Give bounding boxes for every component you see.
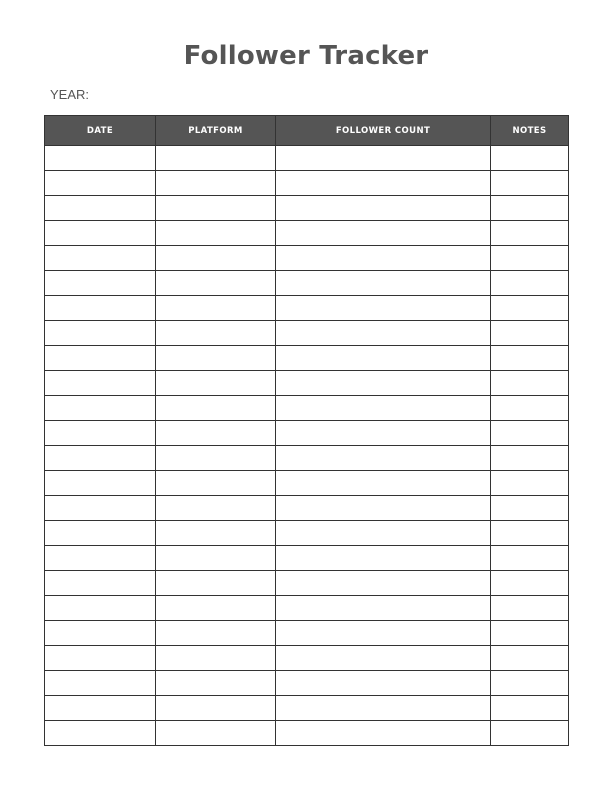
- date-cell[interactable]: [45, 646, 156, 671]
- platform-cell[interactable]: [156, 321, 276, 346]
- notes-cell[interactable]: [491, 146, 569, 171]
- follower-count-cell[interactable]: [276, 546, 491, 571]
- platform-cell[interactable]: [156, 246, 276, 271]
- date-cell[interactable]: [45, 346, 156, 371]
- date-cell[interactable]: [45, 696, 156, 721]
- platform-cell[interactable]: [156, 546, 276, 571]
- platform-cell[interactable]: [156, 596, 276, 621]
- follower-count-cell[interactable]: [276, 496, 491, 521]
- platform-cell[interactable]: [156, 471, 276, 496]
- notes-cell[interactable]: [491, 696, 569, 721]
- notes-cell[interactable]: [491, 546, 569, 571]
- follower-count-cell[interactable]: [276, 621, 491, 646]
- platform-cell[interactable]: [156, 371, 276, 396]
- date-cell[interactable]: [45, 721, 156, 746]
- platform-cell[interactable]: [156, 696, 276, 721]
- notes-cell[interactable]: [491, 371, 569, 396]
- follower-count-cell[interactable]: [276, 196, 491, 221]
- notes-cell[interactable]: [491, 246, 569, 271]
- platform-cell[interactable]: [156, 721, 276, 746]
- notes-cell[interactable]: [491, 196, 569, 221]
- platform-cell[interactable]: [156, 671, 276, 696]
- date-cell[interactable]: [45, 396, 156, 421]
- table-body: [45, 146, 569, 746]
- column-header-follower-count: FOLLOWER COUNT: [276, 116, 491, 146]
- date-cell[interactable]: [45, 221, 156, 246]
- platform-cell[interactable]: [156, 396, 276, 421]
- table-row: [45, 396, 569, 421]
- date-cell[interactable]: [45, 521, 156, 546]
- table-row: [45, 721, 569, 746]
- notes-cell[interactable]: [491, 446, 569, 471]
- follower-count-cell[interactable]: [276, 246, 491, 271]
- notes-cell[interactable]: [491, 471, 569, 496]
- follower-count-cell[interactable]: [276, 271, 491, 296]
- platform-cell[interactable]: [156, 621, 276, 646]
- table-header-row: [45, 116, 569, 146]
- table-row: [45, 346, 569, 371]
- table-row: [45, 521, 569, 546]
- platform-cell[interactable]: [156, 646, 276, 671]
- notes-cell[interactable]: [491, 321, 569, 346]
- platform-cell[interactable]: [156, 521, 276, 546]
- notes-cell[interactable]: [491, 221, 569, 246]
- table-row: [45, 171, 569, 196]
- follower-count-cell[interactable]: [276, 596, 491, 621]
- notes-cell[interactable]: [491, 596, 569, 621]
- page-title: Follower Tracker: [183, 41, 429, 71]
- follower-count-cell[interactable]: [276, 396, 491, 421]
- table-row: [45, 271, 569, 296]
- table-row: [45, 596, 569, 621]
- follower-count-cell[interactable]: [276, 171, 491, 196]
- follower-count-cell[interactable]: [276, 346, 491, 371]
- date-cell[interactable]: [45, 421, 156, 446]
- table-row: [45, 246, 569, 271]
- table-row: [45, 571, 569, 596]
- follower-count-cell[interactable]: [276, 721, 491, 746]
- notes-cell[interactable]: [491, 346, 569, 371]
- table-row: [45, 296, 569, 321]
- date-cell[interactable]: [45, 296, 156, 321]
- date-cell[interactable]: [45, 471, 156, 496]
- table-row: [45, 146, 569, 171]
- date-cell[interactable]: [45, 271, 156, 296]
- follower-count-cell[interactable]: [276, 221, 491, 246]
- date-cell[interactable]: [45, 571, 156, 596]
- platform-cell[interactable]: [156, 346, 276, 371]
- platform-cell[interactable]: [156, 196, 276, 221]
- notes-cell[interactable]: [491, 396, 569, 421]
- notes-cell[interactable]: [491, 721, 569, 746]
- follower-count-cell[interactable]: [276, 446, 491, 471]
- table-row: [45, 196, 569, 221]
- notes-cell[interactable]: [491, 671, 569, 696]
- notes-cell[interactable]: [491, 621, 569, 646]
- follower-count-cell[interactable]: [276, 321, 491, 346]
- notes-cell[interactable]: [491, 571, 569, 596]
- date-cell[interactable]: [45, 196, 156, 221]
- table-row: [45, 371, 569, 396]
- follower-count-cell[interactable]: [276, 571, 491, 596]
- date-cell[interactable]: [45, 146, 156, 171]
- follower-count-cell[interactable]: [276, 646, 491, 671]
- platform-cell[interactable]: [156, 571, 276, 596]
- follower-count-cell[interactable]: [276, 521, 491, 546]
- platform-cell[interactable]: [156, 271, 276, 296]
- follower-count-cell[interactable]: [276, 296, 491, 321]
- notes-cell[interactable]: [491, 171, 569, 196]
- date-cell[interactable]: [45, 671, 156, 696]
- date-cell[interactable]: [45, 621, 156, 646]
- platform-cell[interactable]: [156, 296, 276, 321]
- table-row: [45, 321, 569, 346]
- column-header-date: DATE: [45, 116, 156, 146]
- platform-cell[interactable]: [156, 171, 276, 196]
- notes-cell[interactable]: [491, 271, 569, 296]
- notes-cell[interactable]: [491, 521, 569, 546]
- platform-cell[interactable]: [156, 446, 276, 471]
- notes-cell[interactable]: [491, 496, 569, 521]
- table-row: [45, 646, 569, 671]
- follower-count-cell[interactable]: [276, 696, 491, 721]
- follower-count-cell[interactable]: [276, 471, 491, 496]
- table-row: [45, 696, 569, 721]
- notes-cell[interactable]: [491, 646, 569, 671]
- table-row: [45, 621, 569, 646]
- follower-count-cell[interactable]: [276, 371, 491, 396]
- follower-count-cell[interactable]: [276, 421, 491, 446]
- column-header-notes: NOTES: [491, 116, 569, 146]
- notes-cell[interactable]: [491, 296, 569, 321]
- date-cell[interactable]: [45, 321, 156, 346]
- date-cell[interactable]: [45, 446, 156, 471]
- date-cell[interactable]: [45, 596, 156, 621]
- column-header-platform: PLATFORM: [156, 116, 276, 146]
- follower-count-cell[interactable]: [276, 146, 491, 171]
- date-cell[interactable]: [45, 371, 156, 396]
- table-row: [45, 446, 569, 471]
- date-cell[interactable]: [45, 546, 156, 571]
- platform-cell[interactable]: [156, 496, 276, 521]
- platform-cell[interactable]: [156, 146, 276, 171]
- year-label: YEAR:: [50, 87, 90, 102]
- follower-tracker-table: [44, 115, 569, 746]
- table-row: [45, 221, 569, 246]
- table-row: [45, 471, 569, 496]
- table-row: [45, 496, 569, 521]
- date-cell[interactable]: [45, 496, 156, 521]
- date-cell[interactable]: [45, 171, 156, 196]
- date-cell[interactable]: [45, 246, 156, 271]
- table-row: [45, 671, 569, 696]
- table-row: [45, 421, 569, 446]
- notes-cell[interactable]: [491, 421, 569, 446]
- follower-count-cell[interactable]: [276, 671, 491, 696]
- table-row: [45, 546, 569, 571]
- platform-cell[interactable]: [156, 421, 276, 446]
- platform-cell[interactable]: [156, 221, 276, 246]
